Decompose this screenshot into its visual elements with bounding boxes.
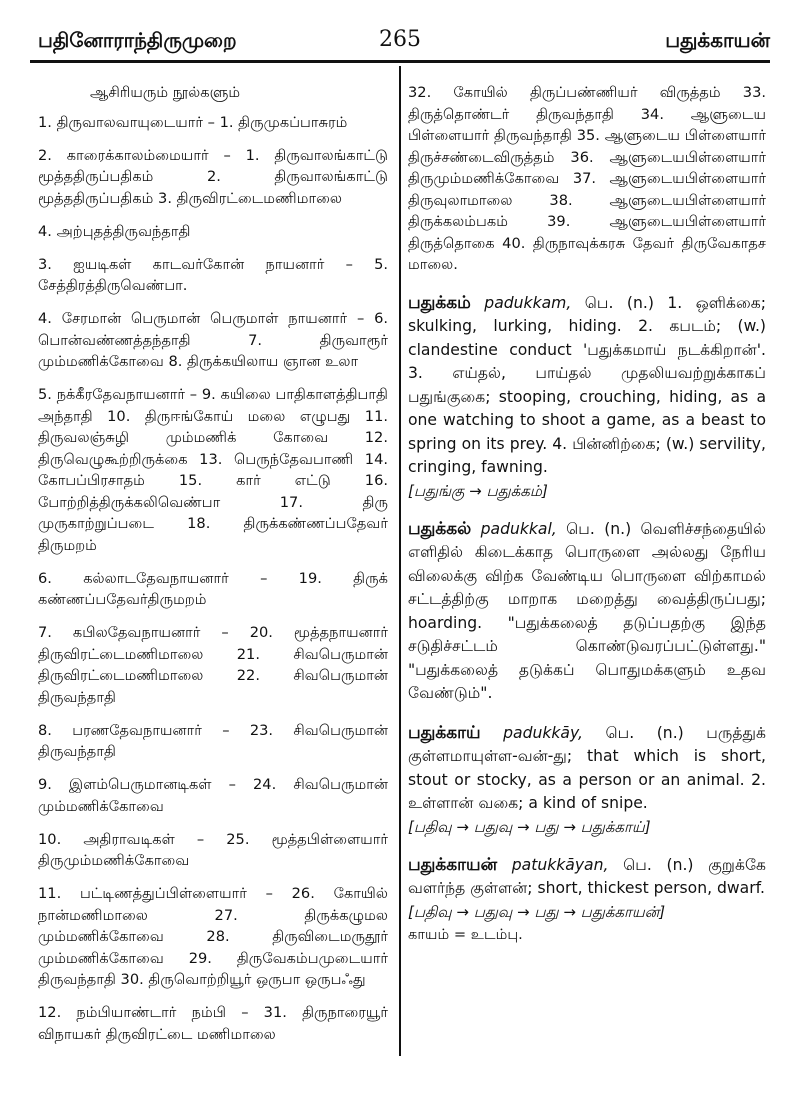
list-item: 2. காரைக்காலம்மையார் – 1. திருவாலங்காட்டு மூத்ததிருப்பதிகம் 2. திருவாலங்காட்டு மூத்ததிருப்பதிகம் 3. திருவிரட்டைமணிமாலை <box>38 146 388 207</box>
definition: பெ. (n.) பருத்துக் குள்ளமாயுள்ள-வன்-து; that which is short, stout or stocky, as a person or an animal. 2. உள்ளான் வகை; a kind of snipe. <box>408 723 766 812</box>
list-item: 5. நக்கீரதேவநாயனார் – 9. கயிலை பாதிகாளத்திபாதி அந்தாதி 10. திருஈங்கோய் மலை எழுபது 11. திருவலஞ்சுழி மும்மணிக் கோவை 12. திருவெழுகூற்றிருக்கை 13. பெருந்தேவபாணி 14. கோபப்பிரசாதம் 15. கார் எட்டு 16. போற்றித்திருக்கலிவெண்பா 17. திரு முருகாற்றுப்படை 18. திருக்கண்ணப்பதேவர் திருமறம் <box>38 386 388 554</box>
list-item: 1. திருவாலவாயுடையார் – 1. திருமுகப்பாசுரம் <box>38 113 348 131</box>
etymology: [பதிவு → பதுவு → பது → பதுக்காய்] <box>408 817 651 836</box>
running-header-right: பதுக்காயன் <box>665 28 770 52</box>
etymology-note: காயம் = உடம்பு. <box>408 925 523 943</box>
headword: பதுக்காயன் <box>408 854 498 875</box>
etymology: [பதிவு → பதுவு → பது → பதுக்காயன்] <box>408 902 666 921</box>
definition: பெ. (n.) குறுக்கே வளர்ந்த குள்ளன்; short, thickest person, dwarf. <box>408 855 766 897</box>
continued-list: 32. கோயில் திருப்பண்ணியர் விருத்தம் 33. திருத்தொண்டர் திருவந்தாதி 34. ஆளுடைய பிள்ளையார் திருவந்தாதி 35. ஆளுடைய பிள்ளையார் திருச்சண்டைவிருத்தம் 36. ஆளுடையபிள்ளையார் திருமும்மணிக்கோவை 37. ஆளுடையபிள்ளையார் திருவுலாமாலை 38. ஆளுடையபிள்ளையார் திருக்கலம்பகம் 39. ஆளுடையபிள்ளையார் திருத்தொகை 40. திருநாவுக்கரசு தேவர் திருவேகாதச மாலை. <box>408 84 766 273</box>
transliteration: padukkam, <box>484 293 572 312</box>
left-column <box>38 82 388 1057</box>
list-item: 4. சேரமான் பெருமான் பெருமாள் நாயனார் – 6. பொன்வண்ணத்தந்தாதி 7. திருவாரூர் மும்மணிக்கோவை 8. திருக்கயிலாய ஞான உலா <box>38 310 388 370</box>
list-item: 10. அதிராவடிகள் – 25. மூத்தபிள்ளையார் திருமும்மணிக்கோவை <box>38 830 388 869</box>
dictionary-entry <box>408 292 766 502</box>
right-column <box>408 82 766 946</box>
page-number: 265 <box>379 27 421 52</box>
definition: பெ. (n.) வெளிச்சந்தையில் எளிதில் கிடைக்காத பொருளை அல்லது நேரிய விலைக்கு விற்க வேண்டிய பொருளை விற்காமல் சட்டத்திற்கு மாறாக மறைத்து வைத்திருப்பது; hoarding. "பதுக்கலைத் தடுப்பதற்கு இந்த சடுதிச்சட்டம் கொண்டுவரப்பட்டுள்ளது." "பதுக்கலைத் தடுக்கப் பொதுமக்களும் உதவ வேண்டும்". <box>408 519 766 702</box>
list-item: 4. அற்புதத்திருவந்தாதி <box>38 222 191 240</box>
column-divider <box>399 66 401 1056</box>
list-item: 3. ஐயடிகள் காடவர்கோன் நாயனார் – 5. சேத்திரத்திருவெண்பா. <box>38 255 388 294</box>
section-title: ஆசிரியரும் நூல்களும் <box>90 84 241 101</box>
list-item: 7. கபிலதேவநாயனார் – 20. மூத்தநாயனார் திருவிரட்டைமணிமாலை 21. சிவபெருமான் திருவிரட்டைமணிமாலை 22. சிவபெருமான் திருவந்தாதி <box>38 624 388 706</box>
definition: பெ. (n.) 1. ஒளிக்கை; skulking, lurking, hiding. 2. கபடம்; (w.) clandestine conduct 'பதுக்கமாய் நடக்கிறான்'. 3. எய்தல், பாய்தல் முதலியவற்றுக்காகப் பதுங்குகை; stooping, crouching, hiding, as a one watching to shoot a game, as a beast to spring on its prey. 4. பின்னிற்கை; (w.) servility, cringing, fawning. <box>408 293 766 476</box>
list-item: 9. இளம்பெருமானடிகள் – 24. சிவபெருமான் மும்மணிக்கோவை <box>38 776 388 815</box>
etymology: [பதுங்கு → பதுக்கம்] <box>408 481 548 500</box>
dictionary-entry <box>408 518 766 706</box>
list-item: 6. கல்லாடதேவநாயனார் – 19. திருக் கண்ணப்பதேவர்திருமறம் <box>38 569 388 608</box>
dictionary-entry <box>408 722 766 838</box>
transliteration: padukkāy, <box>503 723 583 742</box>
headword: பதுக்கல் <box>408 518 472 539</box>
transliteration: patukkāyan, <box>511 855 609 874</box>
headword: பதுக்காய் <box>408 722 481 743</box>
list-item: 8. பரணதேவநாயனார் – 23. சிவபெருமான் திருவந்தாதி <box>38 721 388 760</box>
list-item: 11. பட்டிணத்துப்பிள்ளையார் – 26. கோயில் நான்மணிமாலை 27. திருக்கழுமல மும்மணிக்கோவை 28. திருவிடைமருதூர் மும்மணிக்கோவை 29. திருவேகம்பமுடையார் திருவந்தாதி 30. திருவொற்றியூர் ஒருபா ஒருபஃது <box>38 885 388 988</box>
running-header-left: பதினோராந்திருமுறை <box>38 28 237 52</box>
transliteration: padukkal, <box>480 519 557 538</box>
list-item: 12. நம்பியாண்டார் நம்பி – 31. திருநாரையூர் விநாயகர் திருவிரட்டை மணிமாலை <box>38 1004 388 1043</box>
headword: பதுக்கம் <box>408 292 471 313</box>
dictionary-entry <box>408 854 766 947</box>
header-rule <box>30 60 770 63</box>
